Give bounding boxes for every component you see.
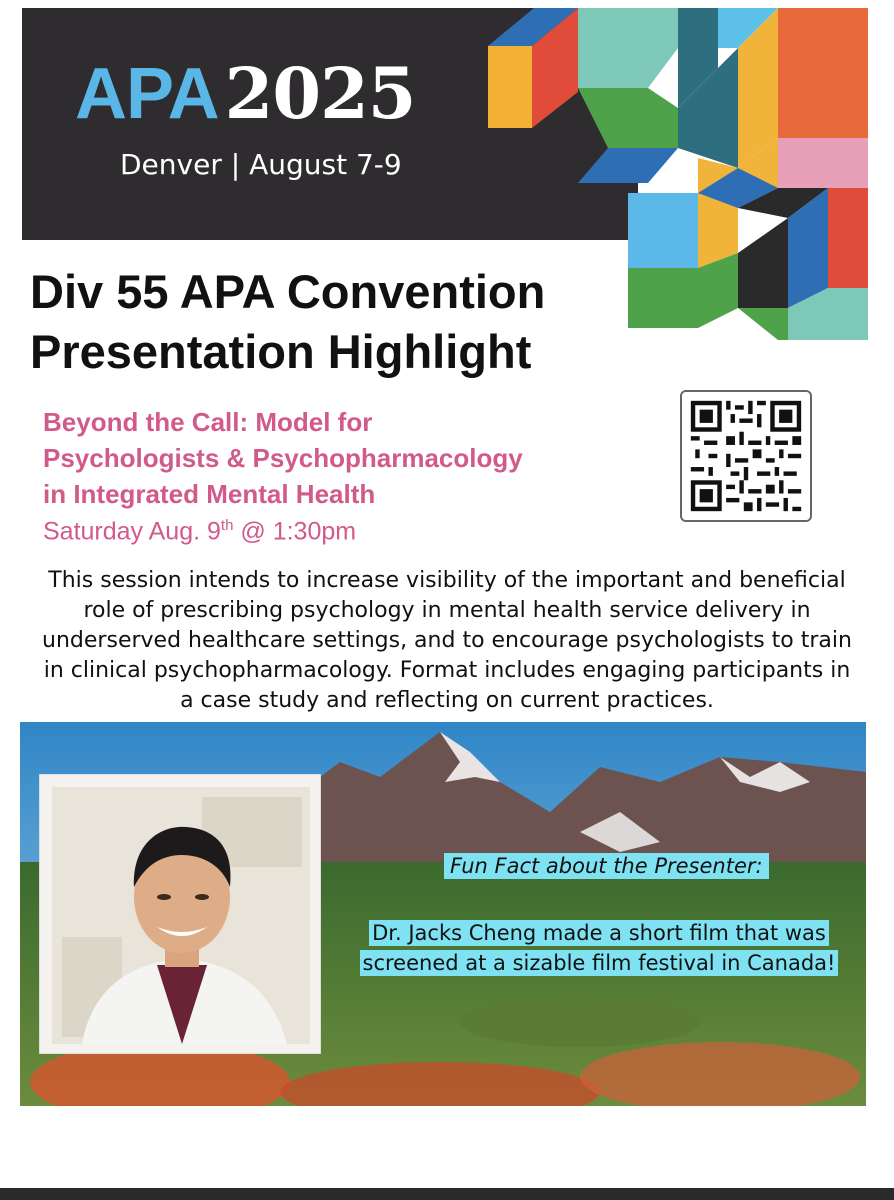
title-line-2: Presentation Highlight <box>30 325 532 378</box>
bottom-bar <box>0 1188 894 1200</box>
page-title <box>30 262 650 382</box>
fun-fact-text: Dr. Jacks Cheng made a short film that was screened at a sizable film festival in Canada! <box>360 920 839 976</box>
presenter-photo <box>52 787 310 1044</box>
session-description: This session intends to increase visibility of the important and beneficial role of prescribing psychology in mental health service delivery in underserved healthcare settings, and to encourage psychologists to train in clinical psychopharmacology. Format includes engaging participants in a case study and reflecting on current practices. <box>42 568 852 713</box>
date-ordinal: th <box>220 517 234 534</box>
fun-fact-heading: Fun Fact about the Presenter: <box>444 853 769 879</box>
logo-year: 2025 <box>224 52 416 135</box>
date-suffix: @ 1:30pm <box>233 517 357 546</box>
title-line-1: Div 55 APA Convention <box>30 265 546 318</box>
session-title-line-3: in Integrated Mental Health <box>43 479 376 509</box>
fun-fact-body <box>344 918 854 978</box>
apa-2025-logo <box>75 52 416 135</box>
session-title <box>43 404 663 512</box>
logo-apa: APA <box>75 54 219 134</box>
qr-code[interactable] <box>680 390 812 522</box>
date-prefix: Saturday Aug. 9 <box>43 517 221 546</box>
session-datetime <box>43 517 356 546</box>
session-title-line-2: Psychologists & Psychopharmacology <box>43 443 523 473</box>
session-title-line-1: Beyond the Call: Model for <box>43 407 373 437</box>
event-location-dates: Denver | August 7-9 <box>120 148 402 181</box>
